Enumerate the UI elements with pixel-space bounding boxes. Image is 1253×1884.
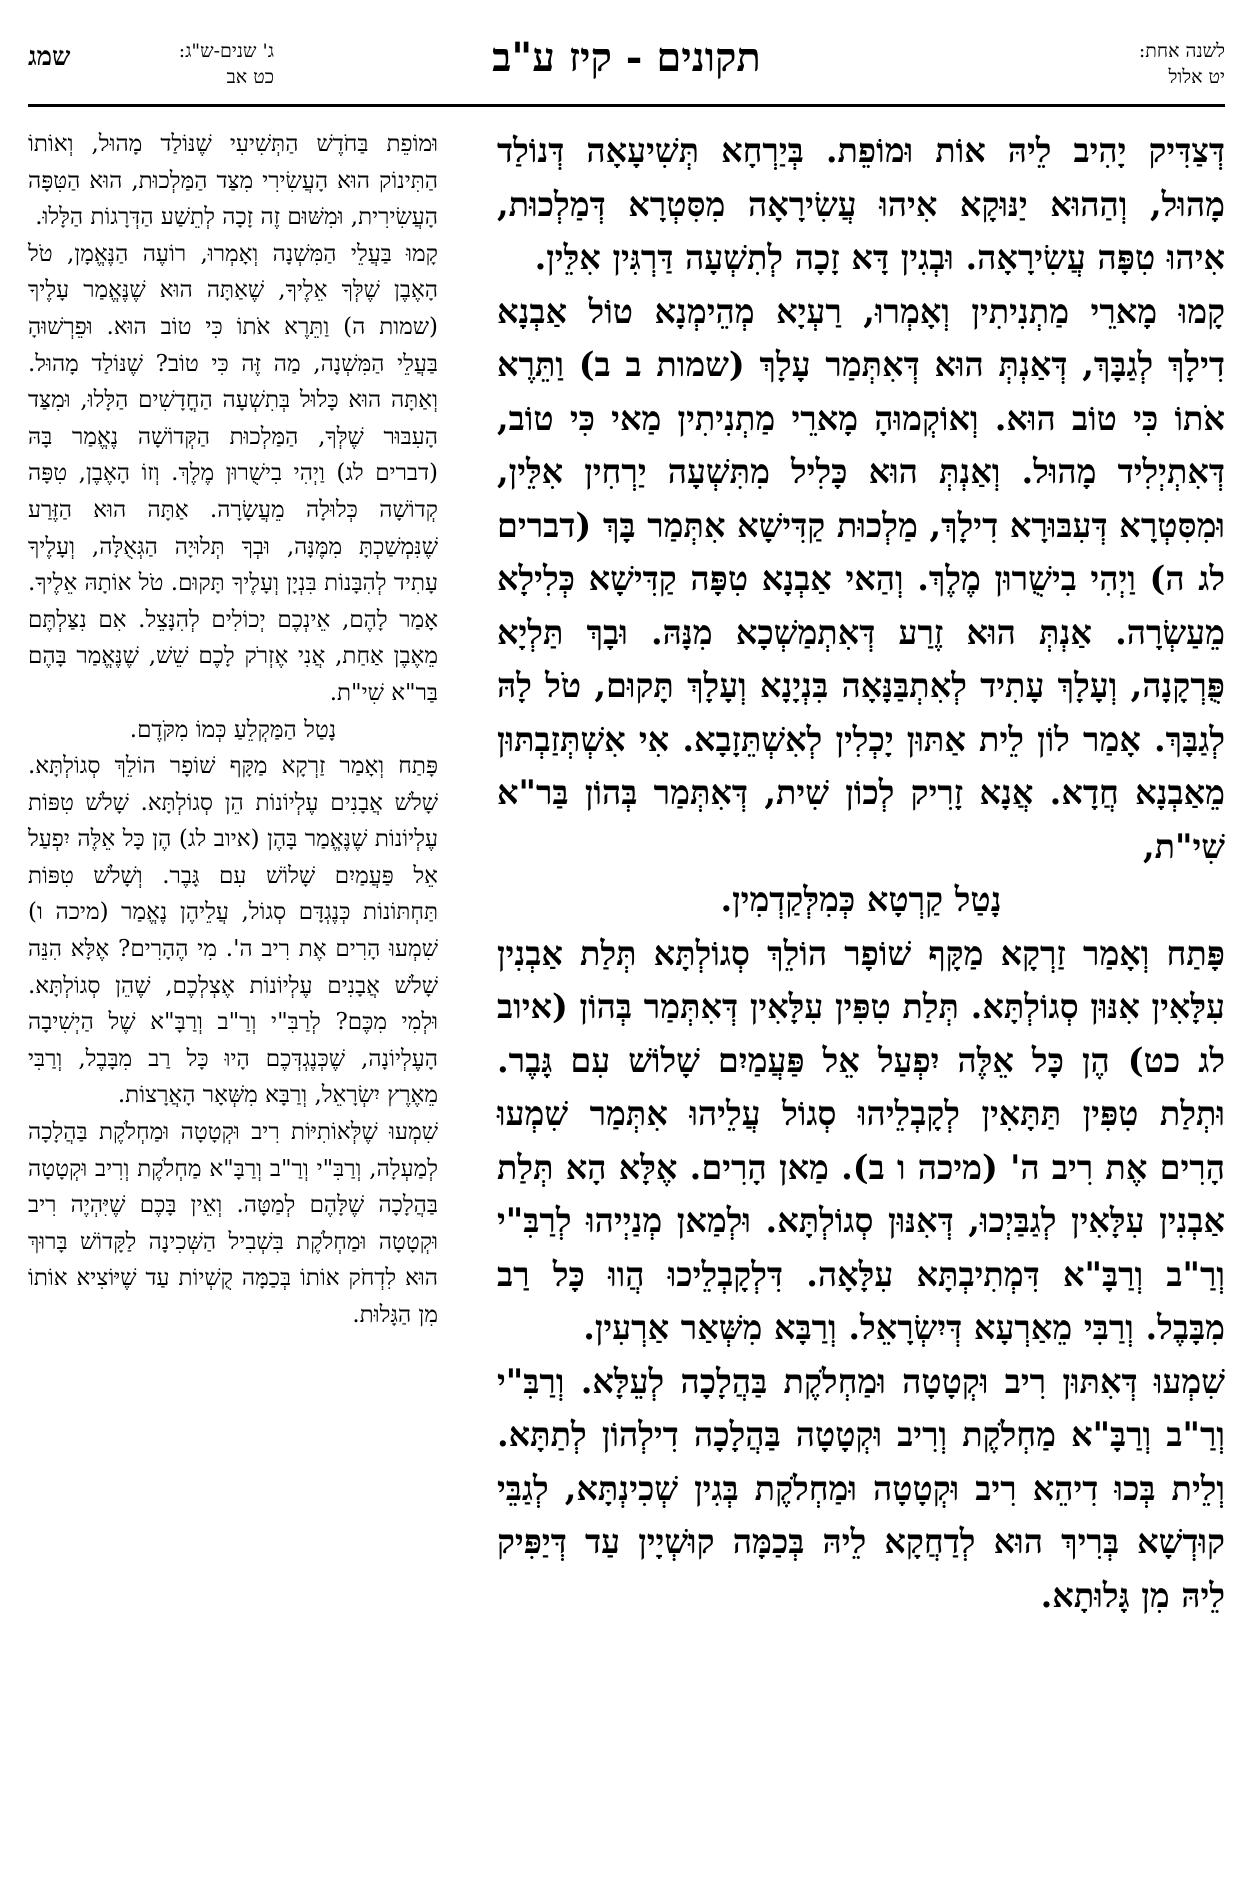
side-paragraph: שִׁמְעוּ שֶׁלְּאוֹתִיּוֹת רִיב וּקְטָטָה וּמַחְלֹקֶת בַּהֲלָכָה לְמַעְלָה, וְרַבִּ"י וְרַ"ב וְרַבָּ"א מַחְלֹקֶת וְרִיב וּקְטָטָה בַּהֲלָכָה שֶׁלָּהֶם לְמַטָּה. וְאֵין בָּכֶם שֶׁיִּהְיֶה רִיב וּקְטָטָה וּמַחְלֹקֶת בִּשְׁבִיל הַשְּׁכִינָה לַקָּדוֹשׁ בָּרוּךְ הוּא לִדְחֹק אוֹתוֹ בְּכַמָּה קֻשְׁיוֹת עַד שֶׁיּוֹצִיא אוֹתוֹ מִן הַגָּלוּת.: [28, 1119, 438, 1328]
page-title: תקונים - קיז ע"ב: [492, 34, 761, 81]
header-one-year-date: יט אלול: [1168, 66, 1225, 88]
side-paragraph: וּמוֹפֵת בַּחֹדֶשׁ הַתְּשִׁיעִי שֶׁנּוֹלַד מָהוּל, וְאוֹתוֹ הַתִּינוֹק הוּא הָעֲשִׂירִי מִצַּד הַמַּלְכוּת, הוּא הַטִּפָּה הָעֲשִׂירִית, וּמִשּׁוּם זֶה זָכָה לְתֵשַׁע הַדְּרָגוֹת הַלָּלוּ.: [28, 131, 438, 231]
side-paragraph: קָמוּ בַּעֲלֵי הַמִּשְׁנָה וְאָמְרוּ, רוֹעֶה הַנֶּאֱמָן, טֹל הָאֶבֶן שֶׁלְּךָ אֵלֶיךָ, שֶׁאַתָּה הוּא שֶׁנֶּאֱמַר עָלֶיךָ (שמות ה) וַתֵּרֶא אֹתוֹ כִּי טוֹב הוּא. וּפֵרְשׁוּהָ בַּעֲלֵי הַמִּשְׁנָה, מַה זֶּה כִּי טוֹב? שֶׁנּוֹלַד מָהוּל. וְאַתָּה הוּא כָּלוּל בְּתִשְׁעָה הַחֳדָשִׁים הַלָּלוּ, וּמִצַּד הָעִבּוּר שֶׁלְּךָ, הַמַּלְכוּת הַקְּדוֹשָׁה נֶאֱמַר בָּהּ (דברים לג) וַיְהִי בִישֻׁרוּן מֶלֶךְ. וְזוֹ הָאֶבֶן, טִפָּה קְדוֹשָׁה כְּלוּלָה מֵעֲשָׂרָה. אַתָּה הוּא הַזֶּרַע שֶׁנִּמְשַׁכְתָּ מִמֶּנָּה, וּבְךָ תְּלוּיָה הַגְּאֻלָּה, וְעָלֶיךָ עָתִיד לְהִבָּנוֹת בִּנְיָן וְעָלֶיךָ תָּקוּם. טֹל אוֹתָהּ אֵלֶיךָ. אָמַר לָהֶם, אֵינְכֶם יְכוֹלִים לְהִנָּצֵל. אִם נִצַּלְתֶּם מֵאֶבֶן אַחַת, אֲנִי אֶזְרֹק לָכֶם שֵׁשׁ, שֶׁנֶּאֱמַר בָּהֶם בַּר"א שִׁי"ת.: [28, 240, 438, 706]
main-paragraph: נָטַל קַרְטָא כְּמִלְּקַדְמִין.: [720, 880, 1002, 919]
main-aramaic-column: [497, 124, 1225, 1622]
header-one-year-label: לשנה אחת:: [1138, 40, 1225, 62]
side-paragraph: פָּתַח וְאָמַר זַרְקָא מַקָּף שׁוֹפָר הוֹלֵךְ סְגוֹלְתָּא. שָׁלֹשׁ אֲבָנִים עֶלְיוֹנוֹת הֵן סְגוֹלְתָּא. שָׁלֹשׁ טִפּוֹת עֶלְיוֹנוֹת שֶׁנֶּאֱמַר בָּהֶן (איוב לג) הֶן כָּל אֵלֶּה יִפְעַל אֵל פַּעֲמַיִם שָׁלוֹשׁ עִם גָּבֶר. וְשָׁלֹשׁ טִפּוֹת תַּחְתּוֹנוֹת כְּנֶגְדָּם סְגוֹל, עֲלֵיהֶן נֶאֱמַר (מיכה ו) שִׁמְעוּ הָרִים אֶת רִיב ה'. מִי הֶהָרִים? אֶלָּא הִנֵּה שָׁלֹשׁ אֲבָנִים עֶלְיוֹנוֹת אֶצְלְכֶם, שֶׁהֵן סְגוֹלְתָּא. וּלְמִי מִכֶּם? לְרַבִּ"י וְרַ"ב וְרַבָּ"א שֶׁל הַיְשִׁיבָה הָעֶלְיוֹנָה, שֶׁכְּנֶגְדְּכֶם הָיוּ כָּל רַב מִבָּבֶל, וְרַבִּי מֵאֶרֶץ יִשְׂרָאֵל, וְרַבָּא מִשְּׁאָר הָאֲרָצוֹת.: [28, 753, 438, 1109]
side-hebrew-translation-column: [28, 126, 438, 1334]
page-number: שמג: [28, 42, 71, 72]
main-paragraph: דְּצַדִּיק יָהִיב לֵיהּ אוֹת וּמוֹפֵת. בְּיַרְחָא תְּשִׁיעָאָה דְּנוֹלַד מָהוּל, וְהַהוּא יַנּוּקָא אִיהוּ עֲשִׂירָאָה מִסִּטְרָא דְּמַלְכוּת, אִיהוּ טִפָּה עֲשִׂירָאָה. וּבְגִין דָּא זָכָה לְתִשְׁעָה דַּרְגִּין אִלֵּין.: [497, 131, 1225, 277]
page: [28, 24, 1225, 1860]
side-paragraph: נָטַל הַמַּקְלֵעַ כְּמוֹ מִקֹּדֶם.: [129, 716, 337, 743]
page-header: [28, 24, 1225, 106]
header-three-year-label: ג' שנים-ש"ג:: [178, 40, 274, 62]
main-paragraph: שִׁמְעוּ דְּאִתּוּן רִיב וּקְטָטָה וּמַחְלֹקֶת בַּהֲלָכָה לְעֵלָּא. וְרַבִּ"י וְרַ"ב וְרַבָּ"א מַחְלֹקֶת וְרִיב וּקְטָטָה בַּהֲלָכָה דִילְהוֹן לְתַתָּא. וְלֵית בְּכוּ דִיהֵא רִיב וּקְטָטָה וּמַחְלֹקֶת בְּגִין שְׁכִינְתָּא, לְגַבֵּי קוּדְשָׁא בְּרִיךְ הוּא לְדַחֲקָא לֵיהּ בְּכַמָּה קוּשְׁיָין עַד דְּיַפִּיק לֵיהּ מִן גָּלוּתָא.: [497, 1361, 1225, 1615]
main-paragraph: קָמוּ מָארֵי מַתְנִיתִין וְאָמְרוּ, רַעְיָא מְהֵימְנָא טוֹל אַבְנָא דִילָךְ לְגַבָּךְ, דְּאַנְתְּ הוּא דְּאִתְּמַר עָלָךְ (שמות ב ב) וַתֵּרֶא אֹתוֹ כִּי טוֹב הוּא. וְאוֹקְמוּהָ מָארֵי מַתְנִיתִין מַאי כִּי טוֹב, דְּאִתְיְלִיד מָהוּל. וְאַנְתְּ הוּא כָּלִיל מִתִּשְׁעָה יַרְחִין אִלֵּין, וּמִסִּטְרָא דְּעִבּוּרָא דִילָךְ, מַלְכוּת קַדִּישָׁא אִתְּמַר בָּךְ (דברים לג ה) וַיְהִי בִישֻׁרוּן מֶלֶךְ. וְהַאי אַבְנָא טִפָּה קַדִּישָׁא כְּלִילָא מֵעַשְׂרָה. אַנְתְּ הוּא זֶרַע דְּאִתְמַשְׁכָא מִנָּהּ. וּבָךְ תַּלְיָא פֻּרְקָנָה, וְעָלָךְ עָתִיד לְאִתְבַּנָּאָה בִּנְיָנָא וְעָלָךְ תָּקוּם, טֹל לָהּ לְגַבָּךְ. אָמַר לוֹן לֵית אַתּוּן יָכְלִין לְאִשְׁתֵּזָבָא. אִי אִשְׁתְּזַבְתּוּן מֵאַבְנָא חֲדָא. אֲנָא זָרִיק לְכוֹן שִׁית, דְּאִתְּמַר בְּהוֹן בַּר"א שִׁי"ת,: [497, 291, 1225, 866]
header-rule: [28, 104, 1225, 107]
header-three-year-date: כט אב: [226, 66, 274, 88]
main-paragraph: פָּתַח וְאָמַר זַרְקָא מַקָּף שׁוֹפָר הוֹלֵךְ סְגוֹלְתָּא תְּלַת אַבְנִין עִלָּאִין אִנּוּן סְגוֹלְתָּא. תְּלַת טִפִּין עִלָּאִין דְּאִתְּמַר בְּהוֹן (איוב לג כט) הֶן כָּל אֵלֶּה יִפְעַל אֵל פַּעֲמַיִם שָׁלוֹשׁ עִם גָּבֶר. וּתְלַת טִפִּין תַּתָּאִין לְקָבְלֵיהוּ סְגוֹל עֲלֵיהוּ אִתְּמַר שִׁמְעוּ הָרִים אֶת רִיב ה' (מיכה ו ב). מַאן הָרִים. אֶלָּא הָא תְּלַת אַבְנִין עִלָּאִין לְגַבַּיְכוּ, דְּאִנּוּן סְגוֹלְתָּא. וּלְמַאן מְנַיְיהוּ לְרַבִּ"י וְרַ"ב וְרַבָּ"א דִּמְתִיבְתָּא עִלָּאָה. דִּלְקָבְלֵיכוּ הֲווּ כָּל רַב מִבָּבֶל. וְרַבִּי מֵאַרְעָא דְּיִשְׂרָאֵל. וְרַבָּא מִשְּׁאַר אַרְעִין.: [497, 933, 1225, 1347]
